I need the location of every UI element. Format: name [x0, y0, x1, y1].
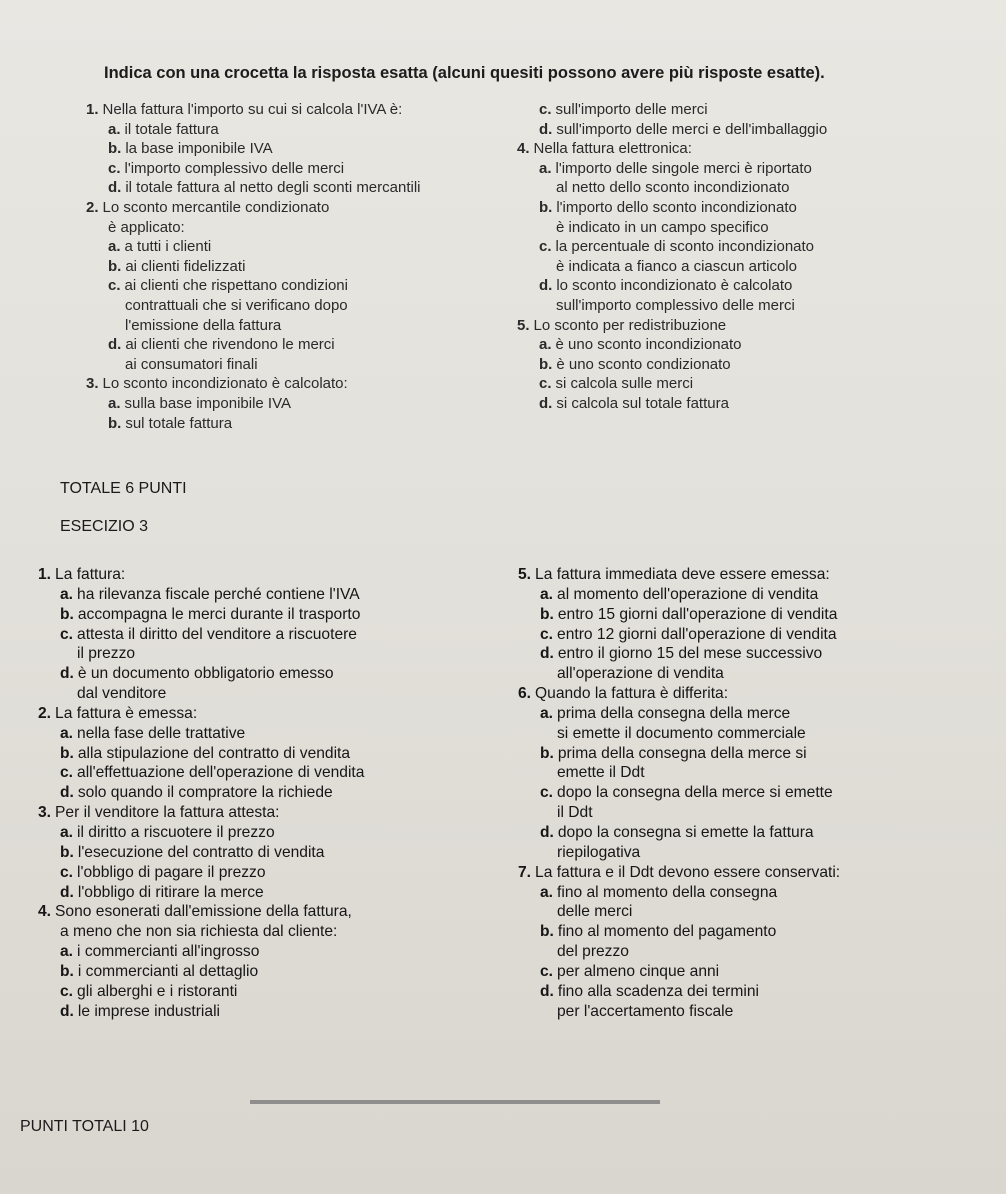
option-letter: a. — [108, 394, 121, 412]
text-continuation — [86, 316, 421, 336]
option-letter: c. — [539, 375, 552, 393]
line-text: dal venditore — [77, 685, 167, 703]
line-text: è indicata a fianco a ciascun articolo — [556, 257, 797, 275]
option-letter: a. — [60, 943, 74, 961]
answer-option — [518, 644, 840, 664]
answer-option — [517, 159, 827, 179]
answer-option — [86, 257, 421, 277]
line-text: l'emissione della fattura — [125, 316, 282, 334]
line-text: ai consumatori finali — [125, 355, 258, 373]
section2-right-column — [518, 565, 840, 1021]
text-continuation — [517, 178, 827, 198]
line-text: al netto dello sconto incondizionato — [556, 179, 790, 197]
answer-option — [38, 942, 364, 962]
answer-option — [86, 120, 421, 140]
line-text: Sono esonerati dall'emissione della fattura, — [55, 903, 352, 921]
option-letter: d. — [540, 823, 554, 841]
question-number: 4. — [38, 903, 52, 921]
line-text: la percentuale di sconto incondizionato — [555, 238, 815, 256]
line-text: prima della consegna della merce si — [557, 744, 807, 762]
text-continuation — [38, 644, 364, 664]
question-line — [518, 684, 840, 704]
line-text: le imprese industriali — [77, 1002, 220, 1020]
line-text: sull'importo complessivo delle merci — [556, 296, 795, 314]
option-letter: a. — [60, 585, 74, 603]
question-line — [517, 316, 827, 336]
text-continuation — [517, 218, 827, 238]
option-letter: c. — [540, 962, 554, 980]
line-text: fino al momento del pagamento — [557, 923, 777, 941]
option-letter: b. — [540, 744, 554, 762]
esercizio-label: ESECIZIO 3 — [60, 518, 149, 535]
option-letter: c. — [539, 238, 552, 256]
question-number: 2. — [86, 198, 99, 216]
line-text: sulla base imponibile IVA — [124, 394, 291, 412]
line-text: Lo sconto per redistribuzione — [533, 316, 727, 334]
option-letter: a. — [540, 585, 554, 603]
line-text: fino al momento della consegna — [557, 883, 778, 901]
option-letter: c. — [108, 159, 121, 177]
answer-option — [518, 962, 840, 982]
text-continuation — [518, 1002, 840, 1022]
line-text: all'effettuazione dell'operazione di vendita — [77, 764, 365, 782]
line-text: il totale fattura al netto degli sconti mercantili — [125, 179, 421, 197]
line-text: Nella fattura elettronica: — [533, 140, 692, 158]
option-letter: d. — [540, 982, 554, 1000]
line-text: ai clienti fidelizzati — [125, 257, 246, 275]
text-continuation — [517, 296, 827, 316]
option-letter: c. — [60, 863, 74, 881]
answer-option — [38, 625, 364, 645]
question-line — [86, 374, 421, 394]
line-text: del prezzo — [557, 943, 629, 961]
option-letter: a. — [60, 823, 74, 841]
line-text: dopo la consegna si emette la fattura — [557, 823, 814, 841]
line-text: l'importo complessivo delle merci — [124, 159, 345, 177]
question-number: 2. — [38, 704, 52, 722]
line-text: ai clienti che rivendono le merci — [125, 336, 335, 354]
line-text: l'importo dello sconto incondizionato — [556, 198, 797, 216]
question-line — [38, 704, 364, 724]
line-text: Per il venditore la fattura attesta: — [55, 804, 280, 822]
answer-option — [38, 664, 364, 684]
answer-option — [38, 823, 364, 843]
option-letter: a. — [108, 238, 121, 256]
option-letter: d. — [60, 665, 74, 683]
question-number: 3. — [38, 804, 52, 822]
line-text: si emette il documento commerciale — [557, 724, 806, 742]
line-text: è un documento obbligatorio emesso — [77, 665, 334, 683]
line-text: il Ddt — [557, 804, 593, 822]
line-text: è indicato in un campo specifico — [556, 218, 769, 236]
answer-option — [86, 237, 421, 257]
answer-option — [38, 783, 364, 803]
option-letter: d. — [60, 784, 74, 802]
option-letter: b. — [540, 605, 554, 623]
answer-option — [38, 1002, 364, 1022]
question-line — [38, 565, 364, 585]
line-text: l'obbligo di ritirare la merce — [77, 883, 264, 901]
option-letter: d. — [539, 120, 553, 138]
line-text: l'esecuzione del contratto di vendita — [77, 843, 325, 861]
question-line — [517, 139, 827, 159]
answer-option — [517, 276, 827, 296]
section1-left-column — [86, 100, 421, 433]
line-text: accompagna le merci durante il trasporto — [77, 605, 361, 623]
option-letter: c. — [540, 784, 554, 802]
option-letter: b. — [60, 962, 74, 980]
text-continuation — [38, 922, 364, 942]
option-letter: d. — [108, 179, 122, 197]
answer-option — [517, 394, 827, 414]
answer-option — [518, 982, 840, 1002]
option-letter: c. — [108, 277, 121, 295]
question-line — [518, 565, 840, 585]
line-text: si calcola sulle merci — [555, 375, 694, 393]
line-text: è applicato: — [108, 218, 185, 236]
answer-option — [86, 276, 421, 296]
line-text: a meno che non sia richiesta dal cliente: — [60, 923, 338, 941]
option-letter: b. — [540, 923, 554, 941]
text-continuation — [518, 664, 840, 684]
instructions-heading: Indica con una crocetta la risposta esatta (alcuni quesiti possono avere più risposte esatte). — [104, 64, 825, 82]
answer-option — [517, 198, 827, 218]
question-number: 1. — [38, 566, 52, 583]
answer-option — [38, 605, 364, 625]
answer-option — [518, 883, 840, 903]
option-letter: d. — [60, 883, 74, 901]
line-text: per l'accertamento fiscale — [557, 1002, 734, 1020]
answer-option — [517, 237, 827, 257]
line-text: ai clienti che rispettano condizioni — [124, 277, 348, 295]
text-continuation — [518, 763, 840, 783]
answer-option — [86, 139, 421, 159]
line-text: l'obbligo di pagare il prezzo — [77, 863, 266, 881]
answer-option — [38, 962, 364, 982]
option-letter: b. — [108, 140, 122, 158]
answer-option — [518, 585, 840, 605]
line-text: La fattura: — [55, 566, 126, 583]
line-text: i commercianti al dettaglio — [77, 962, 259, 980]
option-letter: b. — [60, 843, 74, 861]
answer-option — [517, 100, 827, 120]
option-letter: a. — [540, 883, 554, 901]
answer-option — [518, 783, 840, 803]
line-text: Lo sconto mercantile condizionato — [102, 198, 330, 216]
answer-option — [38, 863, 364, 883]
line-text: la base imponibile IVA — [125, 140, 273, 158]
option-letter: b. — [108, 414, 122, 432]
line-text: nella fase delle trattative — [77, 724, 246, 742]
answer-option — [517, 374, 827, 394]
text-continuation — [517, 257, 827, 277]
answer-option — [86, 178, 421, 198]
option-letter: c. — [60, 982, 74, 1000]
answer-option — [517, 355, 827, 375]
option-letter: b. — [60, 744, 74, 762]
question-number: 5. — [518, 566, 532, 583]
answer-option — [38, 883, 364, 903]
line-text: fino alla scadenza dei termini — [557, 982, 759, 1000]
text-continuation — [518, 803, 840, 823]
answer-option — [38, 843, 364, 863]
line-text: Lo sconto incondizionato è calcolato: — [102, 375, 348, 393]
answer-option — [38, 585, 364, 605]
question-line — [38, 803, 364, 823]
option-letter: c. — [540, 625, 554, 643]
line-text: entro 15 giorni dall'operazione di vendita — [557, 605, 838, 623]
line-text: riepilogativa — [557, 843, 641, 861]
answer-option — [518, 922, 840, 942]
text-continuation — [518, 724, 840, 744]
option-letter: b. — [539, 198, 553, 216]
line-text: il prezzo — [77, 645, 136, 663]
question-number: 3. — [86, 375, 99, 393]
line-text: La fattura e il Ddt devono essere conservati: — [535, 863, 841, 881]
option-letter: a. — [60, 724, 74, 742]
answer-option — [518, 823, 840, 843]
answer-option — [86, 414, 421, 434]
option-letter: d. — [539, 277, 553, 295]
line-text: sul totale fattura — [125, 414, 233, 432]
text-continuation — [86, 296, 421, 316]
question-number: 6. — [518, 685, 532, 703]
line-text: solo quando il compratore la richiede — [77, 784, 333, 802]
answer-option — [518, 605, 840, 625]
line-text: alla stipulazione del contratto di vendita — [77, 744, 351, 762]
option-letter: b. — [108, 257, 122, 275]
answer-option — [518, 704, 840, 724]
line-text: entro il giorno 15 del mese successivo — [557, 645, 823, 663]
option-letter: a. — [540, 704, 554, 722]
question-number: 7. — [518, 863, 532, 881]
answer-option — [518, 744, 840, 764]
line-text: sull'importo delle merci — [555, 101, 708, 118]
answer-option — [86, 394, 421, 414]
line-text: Quando la fattura è differita: — [535, 685, 729, 703]
line-text: i commercianti all'ingrosso — [77, 943, 260, 961]
line-text: si calcola sul totale fattura — [556, 394, 729, 412]
answer-option — [86, 159, 421, 179]
line-text: è uno sconto condizionato — [556, 355, 731, 373]
punti-totali-label: PUNTI TOTALI 10 — [20, 1118, 149, 1135]
answer-option — [38, 763, 364, 783]
line-text: per almeno cinque anni — [557, 962, 720, 980]
option-letter: c. — [60, 764, 74, 782]
option-letter: d. — [60, 1002, 74, 1020]
text-continuation — [518, 902, 840, 922]
line-text: il diritto a riscuotere il prezzo — [77, 823, 275, 841]
line-text: entro 12 giorni dall'operazione di vendita — [557, 625, 837, 643]
answer-option — [518, 625, 840, 645]
option-letter: d. — [108, 336, 122, 354]
line-text: ha rilevanza fiscale perché contiene l'IVA — [77, 585, 360, 603]
answer-option — [86, 335, 421, 355]
totale-label: TOTALE 6 PUNTI — [60, 480, 187, 497]
answer-option — [38, 744, 364, 764]
answer-option — [517, 335, 827, 355]
line-text: lo sconto incondizionato è calcolato — [556, 277, 793, 295]
question-number: 5. — [517, 316, 530, 334]
option-letter: a. — [539, 159, 552, 177]
text-continuation — [518, 843, 840, 863]
option-letter: c. — [539, 101, 552, 118]
line-text: all'operazione di vendita — [557, 665, 724, 683]
line-text: gli alberghi e i ristoranti — [77, 982, 238, 1000]
question-number: 1. — [86, 101, 99, 118]
text-continuation — [38, 684, 364, 704]
line-text: contrattuali che si verificano dopo — [125, 296, 348, 314]
line-text: delle merci — [557, 903, 633, 921]
line-text: emette il Ddt — [557, 764, 645, 782]
text-continuation — [518, 942, 840, 962]
line-text: dopo la consegna della merce si emette — [557, 784, 833, 802]
section2-left-column — [38, 565, 364, 1021]
line-text: prima della consegna della merce — [557, 704, 791, 722]
answer-option — [38, 982, 364, 1002]
line-text: a tutti i clienti — [124, 238, 212, 256]
line-text: La fattura è emessa: — [55, 704, 198, 722]
line-text: sull'importo delle merci e dell'imballaggio — [556, 120, 828, 138]
line-text: attesta il diritto del venditore a riscuotere — [77, 625, 357, 643]
option-letter: a. — [539, 336, 552, 354]
option-letter: c. — [60, 625, 74, 643]
line-text: Nella fattura l'importo su cui si calcola l'IVA è: — [102, 101, 403, 118]
text-continuation — [86, 355, 421, 375]
option-letter: b. — [539, 355, 553, 373]
pencil-underline-mark — [250, 1100, 660, 1104]
line-text: La fattura immediata deve essere emessa: — [535, 566, 830, 583]
question-line — [86, 100, 421, 120]
answer-option — [38, 724, 364, 744]
answer-option — [517, 120, 827, 140]
option-letter: b. — [60, 605, 74, 623]
option-letter: d. — [540, 645, 554, 663]
line-text: è uno sconto incondizionato — [555, 336, 742, 354]
text-continuation — [86, 218, 421, 238]
question-line — [38, 902, 364, 922]
line-text: il totale fattura — [124, 120, 219, 138]
question-number: 4. — [517, 140, 530, 158]
question-line — [86, 198, 421, 218]
option-letter: d. — [539, 394, 553, 412]
line-text: l'importo delle singole merci è riportato — [555, 159, 812, 177]
line-text: al momento dell'operazione di vendita — [557, 585, 819, 603]
question-line — [518, 863, 840, 883]
option-letter: a. — [108, 120, 121, 138]
section1-right-column — [517, 100, 827, 414]
